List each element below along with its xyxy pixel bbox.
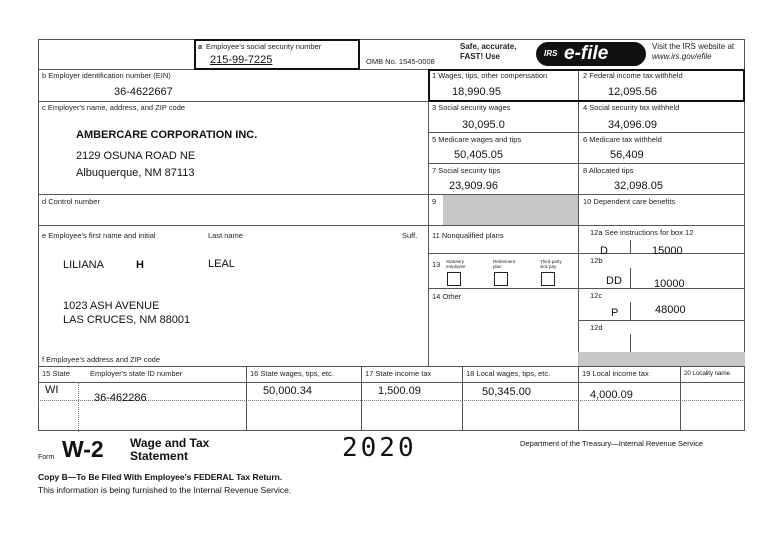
employee-first-name[interactable]: LILIANA	[63, 259, 104, 271]
box-15-label: 15 State	[42, 369, 70, 378]
box-19-value[interactable]: 4,000.09	[590, 389, 633, 401]
tax-year: 2020	[342, 433, 417, 463]
row-divider	[38, 194, 745, 195]
safe-accurate-text: Safe, accurate,	[460, 42, 517, 51]
col-divider	[578, 366, 579, 431]
form-title-line2: Statement	[130, 449, 189, 463]
box-8-value[interactable]: 32,098.05	[614, 180, 663, 192]
box-6-value[interactable]: 56,409	[610, 149, 644, 161]
box-18-label: 18 Local wages, tips, etc.	[466, 369, 551, 378]
box-e-lastname-label: Last name	[208, 231, 244, 240]
box-12-code-divider	[630, 302, 631, 320]
box-12a-amount[interactable]: 15000	[652, 245, 683, 257]
row-divider	[38, 366, 745, 367]
box-15-state[interactable]: WI	[45, 384, 59, 396]
box-13-retirement-label: Retirement plan	[493, 259, 516, 269]
box-b-label: b Employer identification number (EIN)	[42, 71, 171, 80]
row-divider	[428, 253, 745, 254]
box-12-code-divider	[630, 334, 631, 352]
department-text: Department of the Treasury—Internal Revenue Service	[520, 439, 704, 448]
col-divider	[246, 366, 247, 431]
box-c-label: c Employer's name, address, and ZIP code	[42, 103, 186, 112]
box-d-label: d Control number	[42, 197, 100, 206]
form-title-line1: Wage and Tax	[130, 436, 210, 450]
visit-irs-text: Visit the IRS website at	[652, 42, 735, 51]
employer-name[interactable]: AMBERCARE CORPORATION INC.	[76, 129, 258, 141]
box-13-thirdparty-label: Third-party sick pay	[540, 259, 562, 269]
box-f-label: f Employee's address and ZIP code	[42, 355, 161, 364]
box-12a-code[interactable]: D	[600, 245, 608, 257]
box-11-label: 11 Nonqualified plans	[432, 231, 504, 240]
box-12a-label: 12a See instructions for box 12	[590, 228, 694, 237]
box-14-label: 14 Other	[432, 292, 462, 301]
box-3-value[interactable]: 30,095.0	[462, 119, 505, 131]
box-9-label: 9	[432, 197, 437, 206]
box-b-ein[interactable]: 36-4622667	[114, 86, 173, 98]
employee-address-line1[interactable]: 1023 ASH AVENUE	[63, 300, 160, 312]
third-party-sick-pay-checkbox[interactable]	[541, 272, 555, 286]
employer-address-line2[interactable]: Albuquerque, NM 87113	[76, 167, 195, 179]
box-e-suffix-label: Suff.	[402, 231, 418, 240]
box-1-value[interactable]: 18,990.95	[452, 86, 501, 98]
box-8-label: 8 Allocated tips	[583, 166, 634, 175]
box-3-label: 3 Social security wages	[432, 103, 511, 112]
omb-number: OMB No. 1545-0008	[366, 57, 435, 66]
box-15-id-label: Employer's state ID number	[90, 369, 183, 378]
box-7-label: 7 Social security tips	[432, 166, 501, 175]
col-divider	[578, 69, 579, 366]
statutory-employee-checkbox[interactable]	[447, 272, 461, 286]
employer-address-line1[interactable]: 2129 OSUNA ROAD NE	[76, 150, 196, 162]
box-18-value[interactable]: 50,345.00	[482, 386, 531, 398]
box-e-label: e Employee's first name and initial	[42, 231, 156, 240]
box-4-label: 4 Social security tax withheld	[583, 103, 680, 112]
box-15-state-id[interactable]: 36-462286	[94, 392, 147, 404]
box-16-label: 16 State wages, tips, etc.	[250, 369, 334, 378]
box-10-label: 10 Dependent care benefits	[583, 197, 676, 206]
box-12-code-divider	[630, 240, 631, 253]
box-1-label: 1 Wages, tips, other compensation	[432, 71, 548, 80]
col-divider	[78, 382, 79, 432]
box-12d-label: 12d	[590, 323, 603, 332]
box-13-statutory-label: Statutory employee	[446, 259, 466, 269]
box-9-shaded	[443, 195, 578, 225]
box-5-value[interactable]: 50,405.05	[454, 149, 503, 161]
box-12b-amount[interactable]: 10000	[654, 278, 685, 290]
box-2-label: 2 Federal income tax withheld	[583, 71, 683, 80]
row-divider	[38, 225, 745, 226]
box-12c-code[interactable]: P	[611, 307, 619, 319]
employee-initial[interactable]: H	[136, 259, 144, 271]
fast-use-text: FAST! Use	[460, 52, 501, 61]
ssn-label: Employee's social security number	[206, 42, 322, 51]
box-19-label: 19 Local income tax	[582, 369, 649, 378]
box-5-label: 5 Medicare wages and tips	[432, 135, 522, 144]
retirement-plan-checkbox[interactable]	[494, 272, 508, 286]
row-divider	[428, 288, 578, 289]
efile-text: e-file	[564, 43, 609, 64]
box-2-value[interactable]: 12,095.56	[608, 86, 657, 98]
ssn-letter: a	[198, 42, 203, 51]
box-12b-code[interactable]: DD	[606, 275, 622, 287]
col-divider	[462, 366, 463, 431]
box-12-shaded	[578, 352, 745, 366]
col-divider	[428, 69, 429, 366]
visit-irs-url[interactable]: www.irs.gov/efile	[652, 52, 712, 61]
box-6-label: 6 Medicare tax withheld	[583, 135, 662, 144]
box-17-value[interactable]: 1,500.09	[378, 385, 421, 397]
col-divider	[680, 366, 681, 431]
row-divider	[38, 382, 745, 383]
employee-last-name[interactable]: LEAL	[208, 258, 235, 270]
box-7-value[interactable]: 23,909.96	[449, 180, 498, 192]
box-12c-amount[interactable]: 48000	[655, 304, 686, 316]
employee-address-line2[interactable]: LAS CRUCES, NM 88001	[63, 314, 191, 326]
form-id-w2: W-2	[62, 436, 104, 462]
box-20-label: 20 Locality name	[684, 370, 730, 377]
box-4-value[interactable]: 34,096.09	[608, 119, 657, 131]
box-12b-label: 12b	[590, 256, 603, 265]
box-13-label: 13	[432, 260, 441, 269]
form-word: Form	[38, 454, 55, 461]
copy-b-text: Copy B—To Be Filed With Employee's FEDERAL Tax Return.	[38, 472, 283, 482]
ssn-value[interactable]: 215-99-7225	[210, 54, 273, 66]
info-text: This information is being furnished to the Internal Revenue Service.	[38, 485, 292, 495]
efile-irs-text: IRS	[544, 49, 558, 58]
box-12-code-divider	[630, 268, 631, 288]
box-17-label: 17 State income tax	[365, 369, 432, 378]
row-divider	[428, 163, 745, 164]
col-divider	[361, 366, 362, 431]
box-12c-label: 12c	[590, 291, 603, 300]
efile-logo	[536, 42, 646, 66]
box-16-value[interactable]: 50,000.34	[263, 385, 312, 397]
row-divider	[428, 132, 745, 133]
row-divider	[578, 320, 745, 321]
